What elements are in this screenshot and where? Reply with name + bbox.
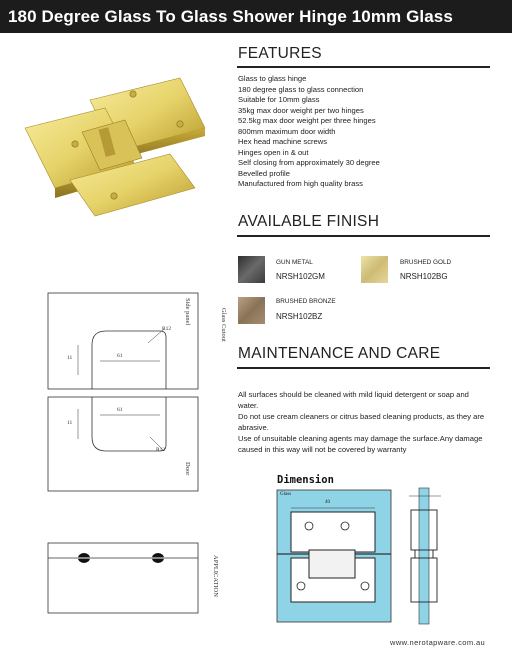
features-rule — [237, 66, 490, 68]
feature-item: Self closing from approximately 30 degree — [238, 158, 380, 167]
finish-label-brushed-gold: BRUSHED GOLD — [400, 259, 452, 266]
dim-11-bottom: 11 — [67, 420, 73, 426]
maintenance-paragraph: Use of unsuitable cleaning agents may damage the surface.Any damage caused in this way will not be covered by warranty — [238, 434, 483, 454]
feature-item: Glass to glass hinge — [238, 74, 307, 83]
dimension-title: Dimension — [277, 474, 334, 486]
swatch-gun-metal — [238, 256, 265, 283]
swatch-brushed-bronze — [238, 297, 265, 324]
feature-item: 35kg max door weight per two hinges — [238, 105, 364, 115]
maintenance-rule — [237, 367, 490, 369]
finish-label-brushed-bronze: BRUSHED BRONZE — [276, 298, 336, 305]
feature-item: Bevelled profile — [238, 168, 290, 178]
maintenance-paragraph: Do not use cream cleaners or citrus based cleaning products, as they are abrasive. — [238, 412, 485, 432]
feature-item: Manufactured from high quality brass — [238, 179, 363, 188]
feature-item: 52.5kg max door weight per three hinges — [238, 116, 376, 125]
feature-item: Hinges open in & out — [238, 147, 309, 157]
features-list — [238, 74, 498, 190]
glass-cutout-label: Glass Cutout — [220, 308, 227, 342]
finish-code-brushed-bronze: NRSH102BZ — [276, 312, 323, 321]
dim-40-label: 40 — [325, 500, 330, 505]
feature-item: 180 degree glass to glass connection — [238, 84, 364, 94]
finish-code-gun-metal: NRSH102GM — [276, 272, 325, 281]
page-title: 180 Degree Glass To Glass Shower Hinge 10mm Glass — [0, 0, 512, 33]
maintenance-heading: MAINTENANCE AND CARE — [238, 345, 441, 362]
feature-item: 800mm maximum door width — [238, 126, 336, 136]
finish-heading: AVAILABLE FINISH — [238, 213, 380, 230]
application-label: APPLICATION — [212, 555, 219, 597]
website-link[interactable]: www.nerotapware.com.au — [390, 638, 486, 647]
feature-item: Suitable for 10mm glass — [238, 95, 320, 104]
side-profile-drawing — [405, 486, 445, 626]
dim-glass-label: Glass — [280, 492, 292, 497]
technical-drawing — [40, 285, 210, 615]
finish-rule — [237, 235, 490, 237]
maintenance-paragraph: All surfaces should be cleaned with mild liquid detergent or soap and water. — [238, 390, 469, 410]
features-heading: FEATURES — [238, 45, 322, 62]
dim-11-top: 11 — [67, 355, 73, 361]
dimension-drawing — [275, 488, 395, 628]
finish-label-gun-metal: GUN METAL — [276, 259, 313, 266]
product-image — [20, 70, 220, 220]
dim-61-top: 61 — [117, 353, 123, 359]
dim-61-bottom: 61 — [117, 407, 123, 413]
dim-r12-top: R12 — [162, 326, 172, 332]
dim-r12-bottom: R12 — [156, 447, 166, 453]
feature-item: Hex head machine screws — [238, 137, 328, 146]
swatch-brushed-gold — [361, 256, 388, 283]
door-label: Door — [184, 462, 191, 476]
finish-code-brushed-gold: NRSH102BG — [400, 272, 448, 281]
side-panel-label: Side panel — [184, 298, 191, 326]
maintenance-text — [238, 389, 488, 455]
